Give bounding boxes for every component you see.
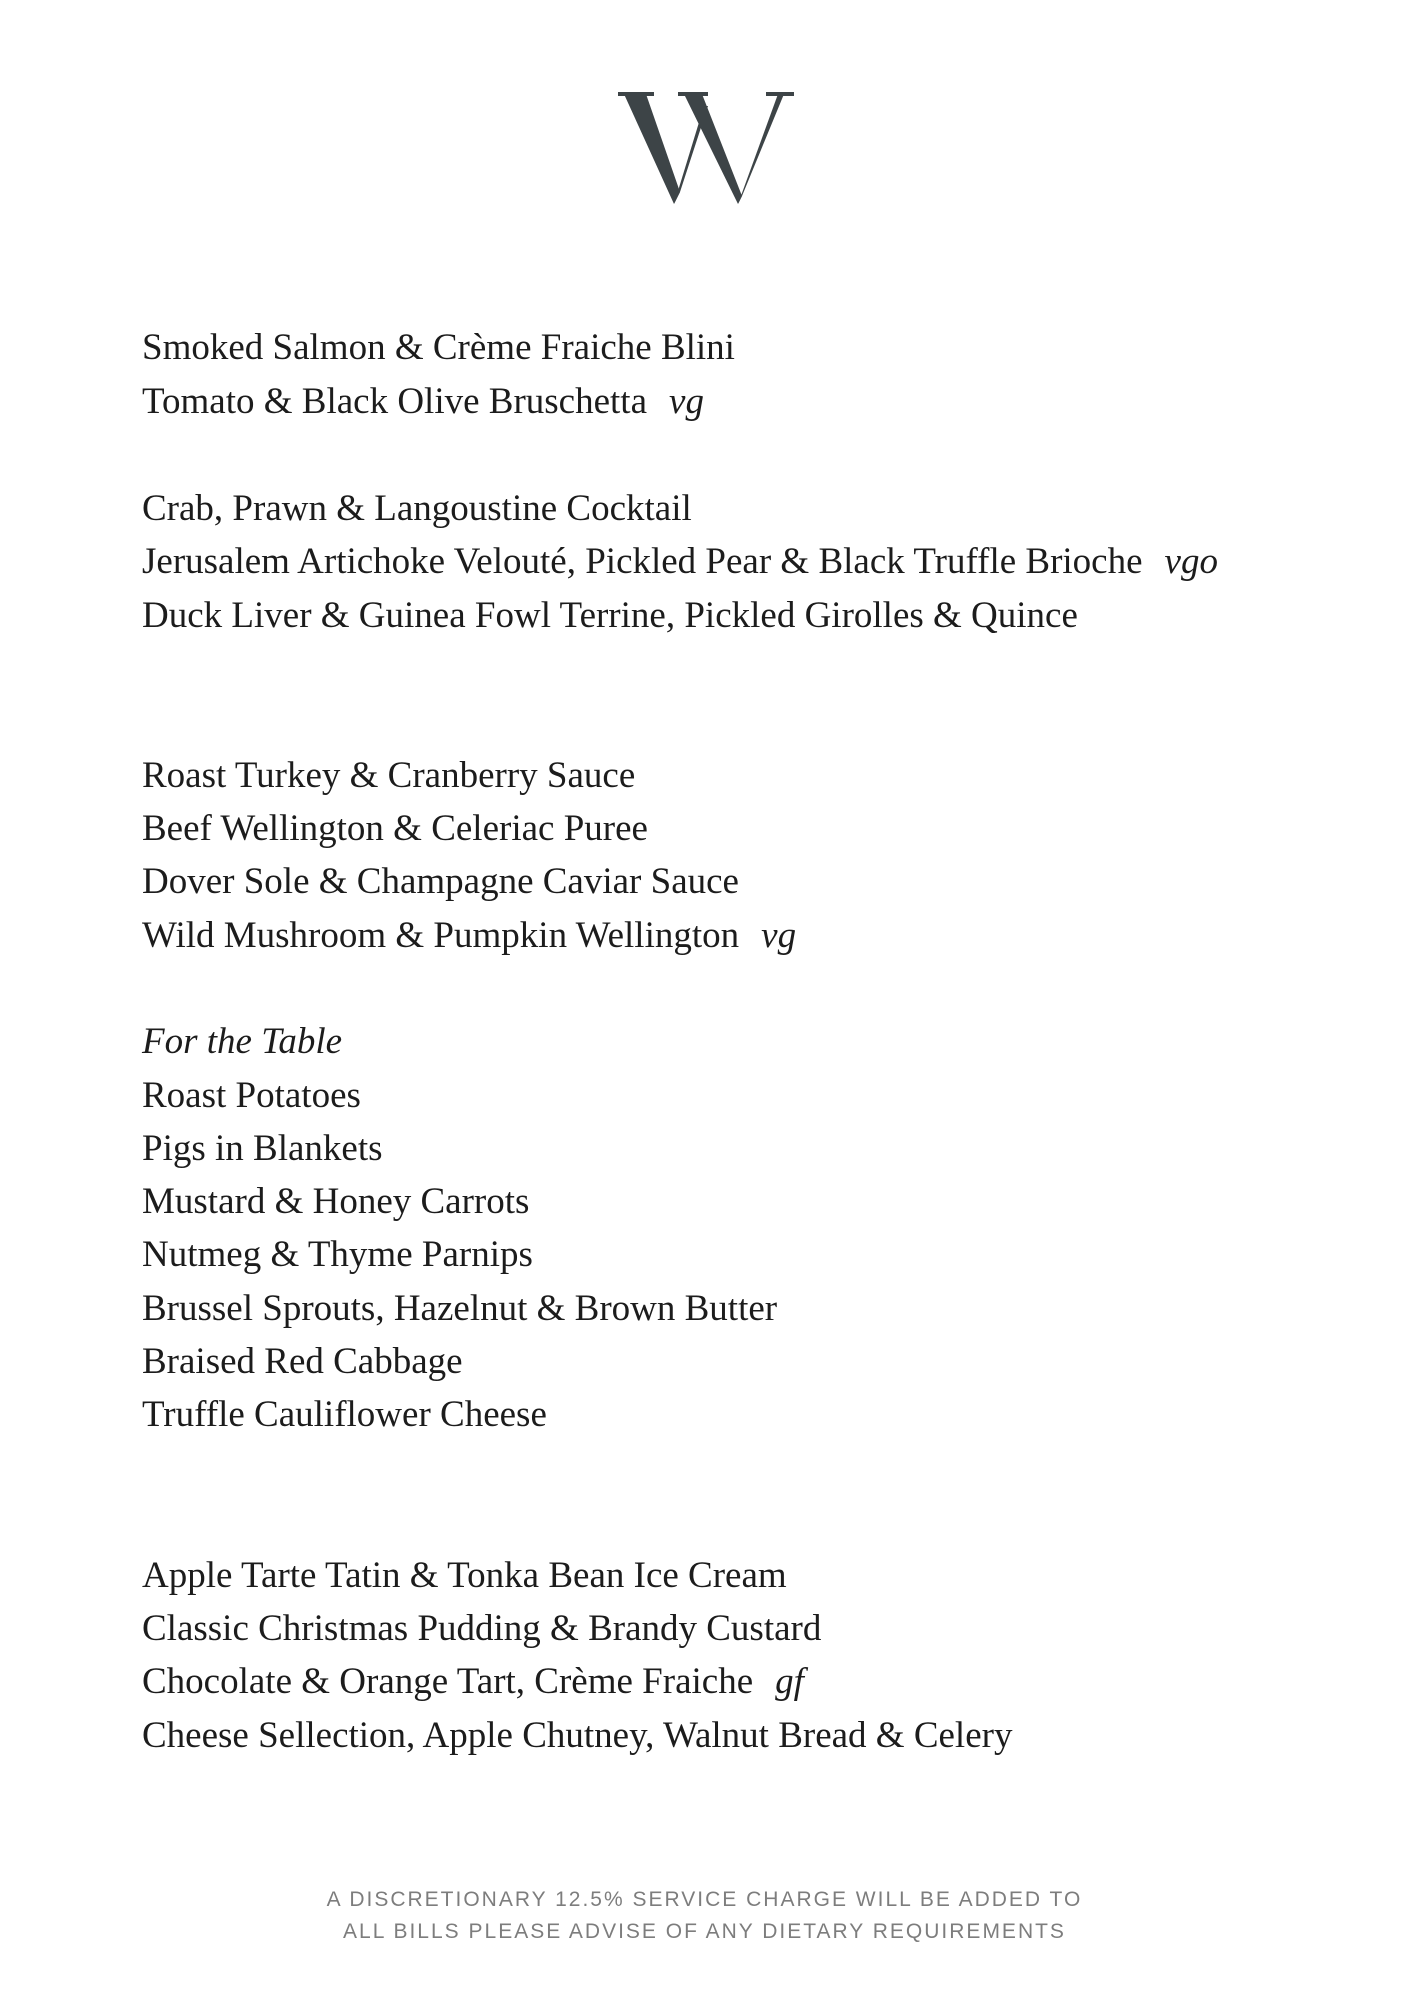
- brand-logo: [618, 88, 798, 208]
- dietary-tag: vg: [669, 381, 704, 422]
- dish-name: Classic Christmas Pudding & Brandy Custard: [142, 1608, 822, 1649]
- menu-item: [142, 1607, 821, 1651]
- side-item: Nutmeg & Thyme Parnips: [142, 1234, 533, 1275]
- menu-item: [142, 594, 1078, 638]
- dietary-tag: vg: [761, 915, 797, 956]
- dish-name: Duck Liver & Guinea Fowl Terrine, Pickled Girolles & Quince: [142, 595, 1078, 636]
- dish-name: Wild Mushroom & Pumpkin Wellington: [142, 915, 740, 956]
- dish-name: Apple Tarte Tatin & Tonka Bean Ice Cream: [142, 1555, 787, 1596]
- dish-name: Smoked Salmon & Crème Fraiche Blini: [142, 327, 735, 368]
- footer-line: ALL BILLS PLEASE ADVISE OF ANY DIETARY REQUIREMENTS: [343, 1920, 1066, 1943]
- section-heading: For the Table: [142, 1021, 343, 1062]
- dish-name: Roast Turkey & Cranberry Sauce: [142, 755, 636, 796]
- side-item: Truffle Cauliflower Cheese: [142, 1394, 547, 1435]
- menu-item: [142, 1660, 804, 1704]
- dish-name: Beef Wellington & Celeriac Puree: [142, 808, 648, 849]
- menu-item: [142, 1714, 1012, 1758]
- side-item: Brussel Sprouts, Hazelnut & Brown Butter: [142, 1288, 778, 1329]
- footer-line: A DISCRETIONARY 12.5% SERVICE CHARGE WILL BE ADDED TO: [326, 1888, 1083, 1911]
- dish-name: Chocolate & Orange Tart, Crème Fraiche: [142, 1661, 754, 1702]
- menu-item: [142, 860, 739, 904]
- menu-item: [142, 540, 1218, 584]
- side-item: Pigs in Blankets: [142, 1128, 383, 1169]
- dish-name: Crab, Prawn & Langoustine Cocktail: [142, 488, 692, 529]
- menu-item: [142, 807, 648, 851]
- service-charge-notice: [0, 1884, 1409, 1948]
- dietary-tag: vgo: [1164, 541, 1218, 582]
- dish-name: Jerusalem Artichoke Velouté, Pickled Pear & Black Truffle Brioche: [142, 541, 1143, 582]
- menu-item: [142, 487, 692, 531]
- menu-item: [142, 754, 635, 798]
- dish-name: Tomato & Black Olive Bruschetta: [142, 381, 648, 422]
- menu-item: [142, 1554, 787, 1598]
- dish-name: Dover Sole & Champagne Caviar Sauce: [142, 861, 739, 902]
- menu-item: [142, 326, 735, 370]
- side-item: Roast Potatoes: [142, 1075, 361, 1116]
- side-item: Braised Red Cabbage: [142, 1341, 463, 1382]
- menu-item: [142, 380, 704, 424]
- side-item: Mustard & Honey Carrots: [142, 1181, 530, 1222]
- menu-item: [142, 914, 796, 958]
- dish-name: Cheese Sellection, Apple Chutney, Walnut Bread & Celery: [142, 1715, 1013, 1756]
- dietary-tag: gf: [775, 1661, 804, 1702]
